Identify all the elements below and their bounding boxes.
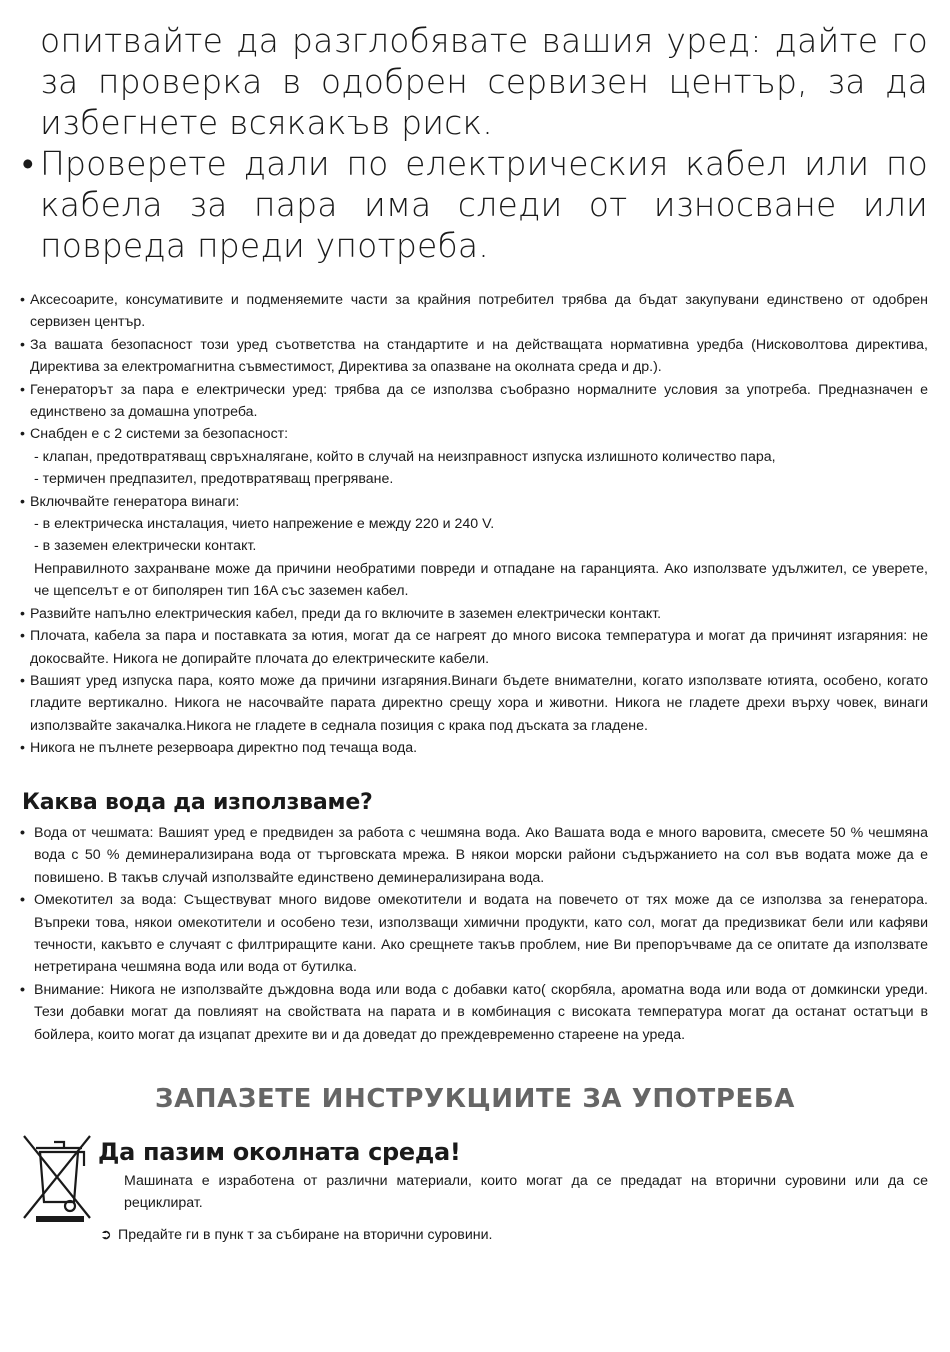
crossed-out-wheelie-bin-icon — [20, 1118, 92, 1224]
safety-item — [20, 737, 928, 759]
water-text: Вода от чешмата: Вашият уред е предвиден за работа с чешмяна вода. Ако Вашата вода е много варовита, смесете 50 % чешмяна вода с 50 % деминерализирана вода от търговската мрежа. В някои морски райони съдържанието на сол във водата може да е повишено. В такъв случай използвайте единствено деминерализирана вода. — [34, 825, 928, 886]
bullet-dot: • — [20, 672, 25, 689]
safety-item — [20, 423, 928, 445]
bullet-dot: • — [20, 628, 25, 645]
safety-text: Аксесоарите, консумативите и подменяемите части за крайния потребител трябва да бъдат закупувани единствено от одобрен сервизен център. — [30, 292, 928, 331]
water-section-title: Каква вода да използваме? — [22, 790, 373, 815]
intro-line1: опитвайте да разглобявате вашия уред: дайте го за проверка в одобрен сервизен център, за да избегнете всякакъв риск. — [40, 21, 928, 142]
intro-bullet-text: Проверете дали по електрическия кабел или по кабела за пара има следи от износване или повреда преди употреба. — [40, 144, 928, 265]
safety-text: Развийте напълно електрическия кабел, преди да го включите в заземен електрически контакт. — [30, 605, 662, 622]
water-item — [20, 979, 928, 1046]
water-item — [20, 889, 928, 979]
safety-subitem: - в електрическа инсталация, чието напрежение е между 220 и 240 V. — [34, 516, 495, 533]
keep-instructions-heading: ЗАПАЗЕТЕ ИНСТРУКЦИИТЕ ЗА УПОТРЕБА — [155, 1084, 795, 1114]
bullet-dot: • — [20, 292, 25, 308]
safety-item — [20, 289, 928, 334]
intro-continued-paragraph — [22, 20, 928, 143]
water-text: Внимание: Никога не използвайте дъждовна вода или вода с добавки като( скорбяла, ароматна вода или вода от домкински уреди. Тези добавки могат да повлияят на свойствата на парата и в комбинация с високата температура могат да останат остатъци в бойлера, които могат да изцапат дрехите ви и да доведат до преждевременно стареене на уреда. — [34, 981, 928, 1043]
bullet-dot: • — [20, 336, 25, 353]
safety-text: Снабден е с 2 системи за безопасност: — [30, 426, 289, 443]
bullet-dot: • — [20, 493, 25, 510]
bullet-dot: • — [20, 981, 25, 998]
safety-list — [20, 289, 928, 760]
bullet-dot: • — [20, 892, 25, 909]
safety-text: Никога не пълнете резервоара директно под течаща вода. — [30, 740, 418, 757]
safety-subitem: - клапан, предотвратяващ свръхналягане, който в случай на неизправност изпуска излишното количество пара, — [34, 448, 776, 465]
bullet-dot: • — [20, 605, 25, 622]
water-list — [20, 822, 928, 1046]
safety-note: Неправилното захранване може да причини необратими повреди и отпадане на гаранцията. Ако използвате удължител, се уверете, че щепселът е от биполярен тип 16A със заземен кабел. — [34, 560, 928, 600]
water-item — [20, 822, 928, 889]
safety-subitem: - термичен предпазител, предотвратяващ прегряване. — [34, 471, 394, 488]
environment-action — [100, 1224, 492, 1246]
intro-bullet-item — [22, 143, 928, 266]
safety-item — [20, 334, 928, 379]
safety-item — [20, 379, 928, 424]
safety-item — [20, 491, 928, 513]
safety-text: За вашата безопасност този уред съответства на стандартите и на действащата нормативна уредба (Нисковолтова директива, Директива за електромагнитна съвместимост, Директива за опазване на околната среда и др.). — [30, 336, 928, 376]
environment-action-text: Предайте ги в пунк т за събиране на вторични суровини. — [118, 1227, 493, 1243]
bullet-dot: • — [20, 740, 25, 757]
intro-block — [22, 20, 928, 266]
safety-item — [20, 625, 928, 670]
safety-text: Плочата, кабела за пара и поставката за ютия, могат да се нагреят до много висока температура и могат да причинят изгаряния: не докосвайте. Никога не допирайте плочата до електрическите кабели. — [30, 628, 928, 667]
bullet-dot: • — [20, 381, 25, 398]
bullet-dot: • — [22, 144, 34, 183]
safety-text: Генераторът за пара е електрически уред: трябва да се използва съобразно нормалните условия за употреба. Предназначен е единствено за домашна употреба. — [30, 381, 928, 421]
water-text: Омекотител за вода: Съществуват много видове омекотители и водата на повечето от тях може да се използва за генератора. Въпреки това, някои омекотители и особено тези, използващи химични продукти, като сол, могат да предизвикат бели или кафяви течности, какъвто е случаят с филтриращите кани. Ако срещнете такъв проблем, ние Ви препоръчваме да се опитате да използвате нетретирана чешмяна вода или вода от бутилка. — [34, 892, 928, 976]
environment-text: Машината е изработена от различни материали, които могат да се предадат на вторични суровини или да се рециклират. — [124, 1173, 928, 1212]
arrow-right-circle-icon: ➲ — [100, 1227, 112, 1243]
safety-item — [20, 670, 928, 737]
safety-text: Включвайте генератора винаги: — [30, 493, 240, 510]
environment-title: Да пазим околната среда! — [98, 1138, 461, 1166]
safety-subitem: - в заземен електрически контакт. — [34, 538, 257, 555]
bullet-dot: • — [20, 426, 25, 443]
safety-text: Вашият уред изпуска пара, която може да причини изгаряния.Винаги бъдете внимателни, когато използвате ютията, особено, когато гладите вертикално. Никога не насочвайте парата директно срещу хора и животни. Никога не гладете дрехи върху човек, винаги използвайте закачалка.Никога не гладете в седнала позиция с крака под дъската за гладене. — [30, 672, 928, 734]
safety-item — [20, 603, 928, 625]
bullet-dot: • — [20, 825, 25, 841]
